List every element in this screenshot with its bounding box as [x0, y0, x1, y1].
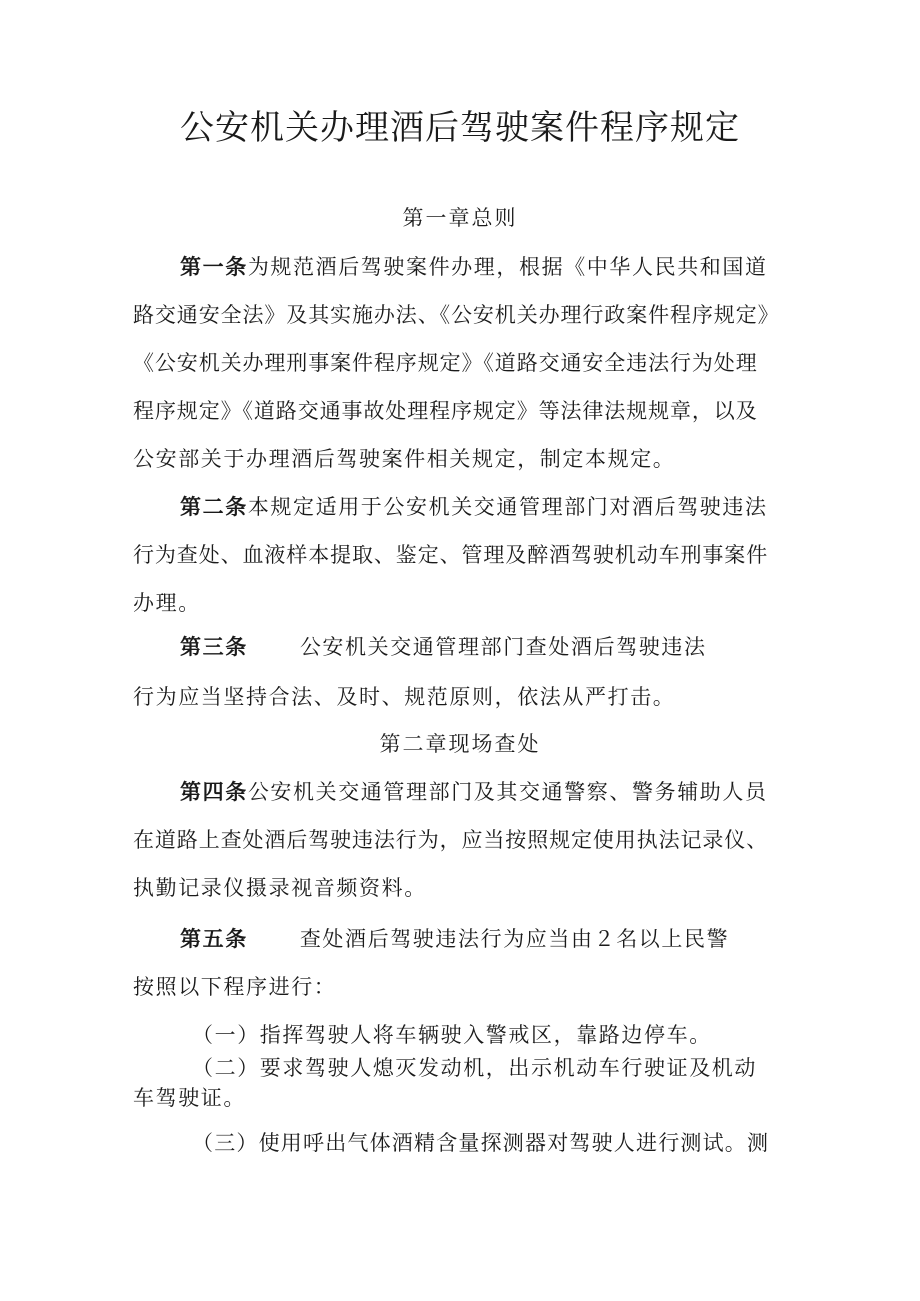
list-item-3-text-1: （三）使用呼出气体酒精含量探测器对驾驶人进行测试。测	[192, 1131, 770, 1155]
article-3-text-2: 行为应当坚持合法、及时、规范原则，依法从严打击。	[133, 685, 676, 709]
document-title: 公安机关办理酒后驾驶案件程序规定	[180, 108, 740, 148]
article-1-text-3: 《公安机关办理刑事案件程序规定》《道路交通安全违法行为处理	[133, 351, 758, 375]
article-5-label: 第五条	[180, 927, 248, 951]
article-1-label: 第一条	[180, 255, 248, 279]
chapter-heading-1: 第一章总则	[402, 206, 518, 230]
article-4-label: 第四条	[180, 780, 248, 804]
article-3-first-line	[180, 632, 707, 662]
article-5-text-1: 查处酒后驾驶违法行为应当由２名以上民警	[299, 927, 730, 951]
chapter-heading-2: 第二章现场查处	[379, 732, 541, 756]
article-2-label: 第二条	[180, 495, 248, 519]
article-1-text-1: 为规范酒后驾驶案件办理，根据《中华人民共和国道	[247, 255, 768, 279]
article-5-text-2: 按照以下程序进行：	[133, 975, 337, 999]
article-2-first-line	[180, 492, 768, 522]
article-3-label: 第三条	[180, 635, 248, 659]
article-4-text-1: 公安机关交通管理部门及其交通警察、警务辅助人员	[247, 780, 768, 804]
article-1-text-5: 公安部关于办理酒后驾驶案件相关规定，制定本规定。	[133, 447, 676, 471]
article-2-text-1: 本规定适用于公安机关交通管理部门对酒后驾驶违法	[247, 495, 768, 519]
article-1-first-line	[180, 252, 768, 282]
list-item-2-text-1: （二）要求驾驶人熄灭发动机，出示机动车行驶证及机动	[192, 1056, 757, 1080]
article-1-text-2: 路交通安全法》及其实施办法、《公安机关办理行政案件程序规定》	[133, 303, 780, 327]
article-4-text-3: 执勤记录仪摄录视音频资料。	[133, 876, 427, 900]
article-5-first-line	[180, 924, 729, 954]
list-item-2-text-2: 车驾驶证。	[133, 1086, 246, 1110]
article-3-text-1: 公安机关交通管理部门查处酒后驾驶违法	[299, 635, 707, 659]
article-4-text-2: 在道路上查处酒后驾驶违法行为，应当按照规定使用执法记录仪、	[133, 828, 769, 852]
list-item-1: （一）指挥驾驶人将车辆驶入警戒区，靠路边停车。	[192, 1023, 712, 1047]
article-1-text-4: 程序规定》《道路交通事故处理程序规定》等法律法规规章，以及	[133, 399, 758, 423]
article-4-first-line	[180, 777, 768, 807]
article-2-text-3: 办理。	[133, 591, 201, 615]
article-2-text-2: 行为查处、血液样本提取、鉴定、管理及醉酒驾驶机动车刑事案件	[133, 543, 769, 567]
